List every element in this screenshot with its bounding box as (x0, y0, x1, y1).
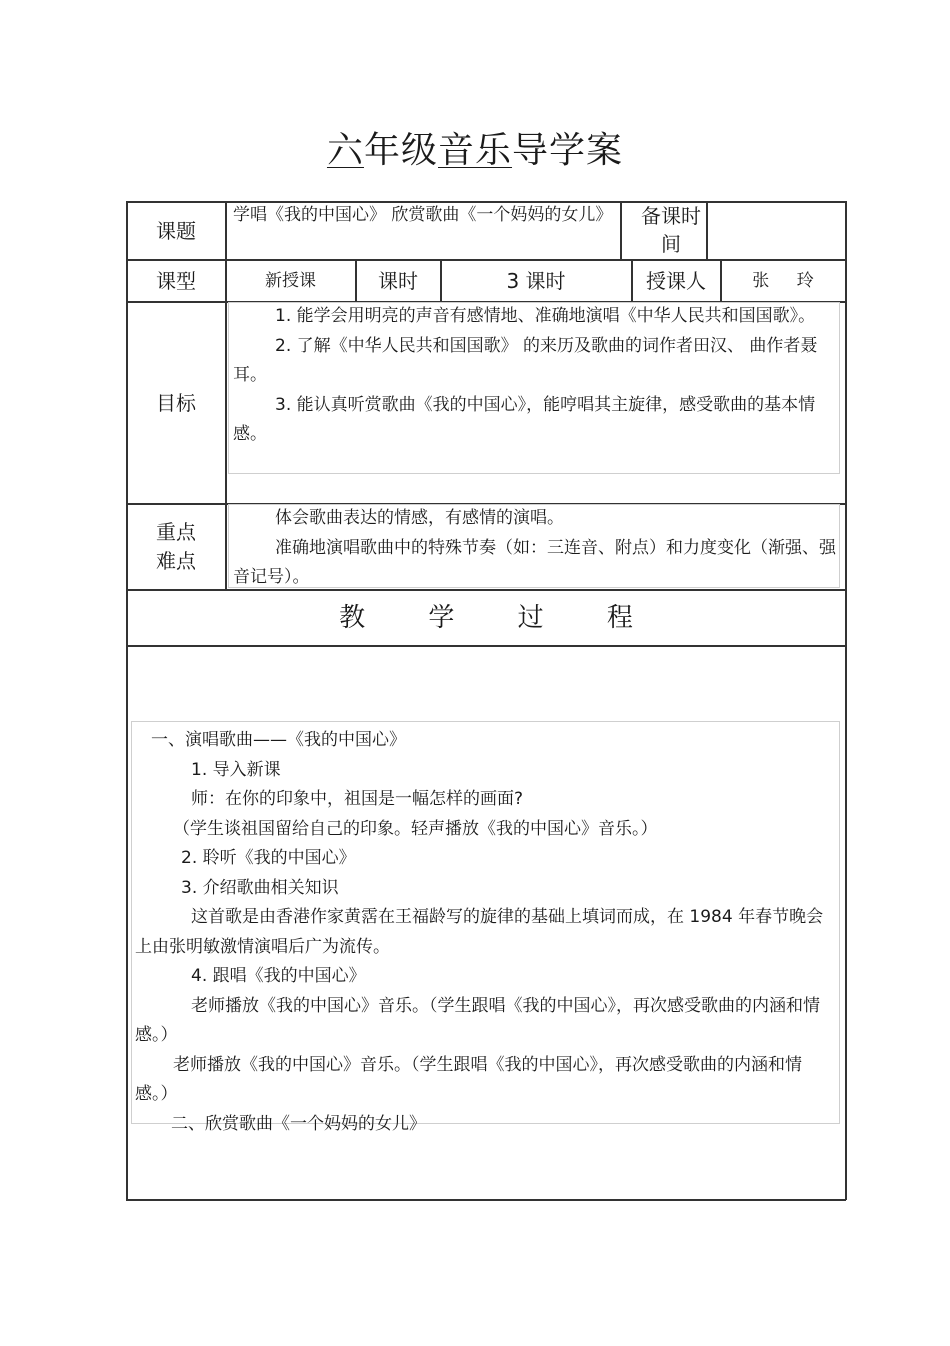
table-border (845, 201, 847, 1200)
prep-time-label: 备课时间 (641, 204, 701, 256)
page-title (0, 122, 950, 173)
topic-value: 学唱《我的中国心》 欣赏歌曲《一个妈妈的女儿》 (233, 205, 613, 225)
keypoint-item: 体会歌曲表达的情感，有感情的演唱。 (275, 508, 564, 528)
title-part: 年级 (363, 130, 438, 171)
process-line: 3. 介绍歌曲相关知识 (181, 877, 339, 898)
type-label: 课型 (156, 268, 196, 293)
process-line: 二、欣赏歌曲《一个妈妈的女儿》 (171, 1113, 426, 1134)
teacher-value: 张 玲 (752, 270, 814, 291)
process-line: 2. 聆听《我的中国心》 (181, 848, 356, 868)
row-divider (126, 645, 846, 647)
process-line: 老师播放《我的中国心》音乐。（学生跟唱《我的中国心》，再次感受歌曲的内涵和情感。） (135, 995, 820, 1045)
process-line: 老师播放《我的中国心》音乐。（学生跟唱《我的中国心》，再次感受歌曲的内涵和情感。） (135, 1054, 802, 1104)
keypoints-label (127, 504, 225, 589)
process-content (135, 726, 835, 1139)
prep-time-value[interactable] (707, 202, 845, 259)
goals-label: 目标 (156, 390, 196, 415)
col-divider (620, 201, 622, 259)
topic-label: 课题 (156, 218, 196, 243)
keypoints-label-text: 重点难点 (156, 519, 196, 573)
title-part: 音乐 (438, 130, 513, 171)
keypoint-item: 准确地演唱歌曲中的特殊节奏（如：三连音、附点）和力度变化（渐强、强音记号）。 (233, 537, 836, 587)
hours-label: 课时 (378, 268, 418, 293)
keypoints-list (233, 504, 837, 593)
process-line: 1. 导入新课 (191, 759, 281, 780)
process-line: （学生谈祖国留给自己的印象。轻声播放《我的中国心》音乐。） (173, 818, 658, 839)
title-part: 导学案 (512, 130, 624, 171)
goals-list (233, 302, 837, 450)
title-part: 六 (326, 130, 364, 171)
hours-value: 3 课时 (506, 268, 566, 293)
process-line: 师：在你的印象中，祖国是一幅怎样的画面? (191, 789, 524, 809)
table-border (126, 1199, 846, 1201)
teacher-label: 授课人 (646, 268, 706, 293)
goal-item: 2. 了解《中华人民共和国国歌》 的来历及歌曲的词作者田汉、 曲作者聂耳。 (233, 335, 818, 385)
process-line: 一、演唱歌曲——《我的中国心》 (151, 730, 406, 750)
process-line: 这首歌是由香港作家黄霑在王福龄写的旋律的基础上填词而成，在 1984 年春节晚会上由张明敏激情演唱后广为流传。 (135, 907, 824, 957)
goal-item: 1. 能学会用明亮的声音有感情地、准确地演唱《中华人民共和国国歌》。 (275, 306, 816, 326)
process-line: 4. 跟唱《我的中国心》 (191, 966, 366, 986)
type-value: 新授课 (265, 270, 316, 291)
process-heading-text: 教 学 过 程 (339, 602, 633, 633)
goal-item: 3. 能认真听赏歌曲《我的中国心》，能哼唱其主旋律，感受歌曲的基本情感。 (233, 394, 816, 444)
process-heading (127, 590, 845, 645)
